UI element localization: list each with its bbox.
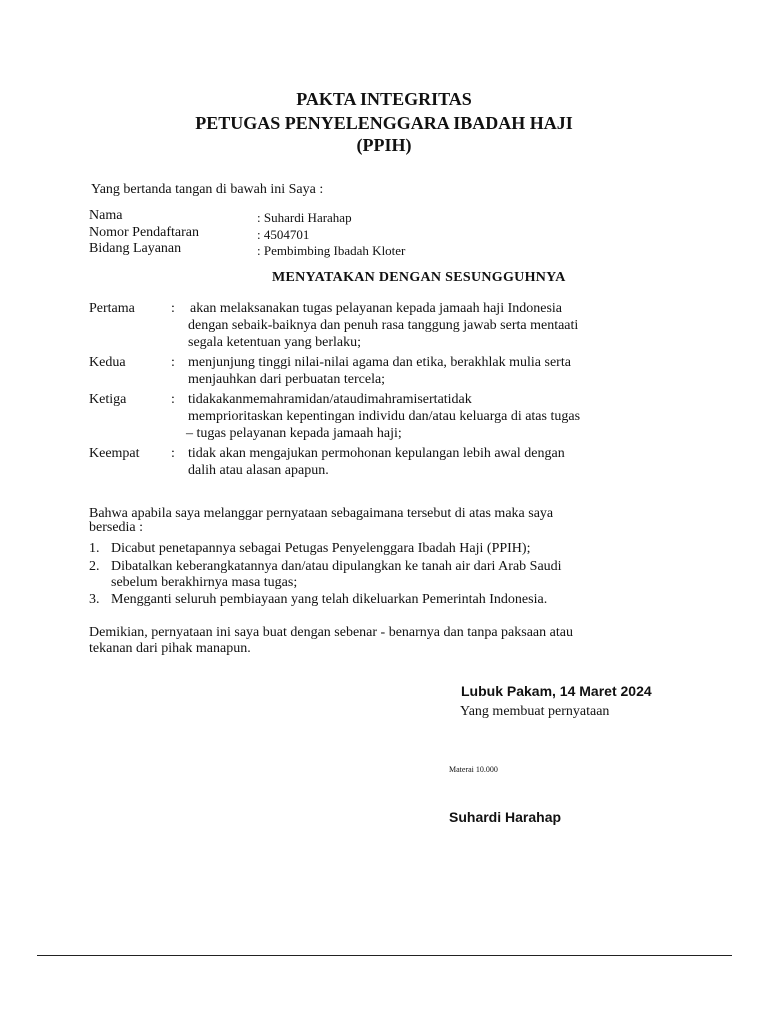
consequence-line: Dibatalkan keberangkatannya dan/atau dipulangkan ke tanah air dari Arab Saudi: [111, 559, 562, 574]
consequence-intro-line-1: Bahwa apabila saya melanggar pernyataan sebagaimana tersebut di atas maka saya: [89, 506, 554, 521]
closing-line-1: Demikian, pernyataan ini saya buat dengan sebenar - benarnya dan tanpa paksaan atau: [89, 625, 573, 640]
consequence-line: Mengganti seluruh pembiayaan yang telah dikeluarkan Pemerintah Indonesia.: [111, 592, 548, 607]
identity-label-registration: Nomor Pendaftaran: [89, 225, 200, 240]
statement-line: dalih atau alasan apapun.: [188, 463, 329, 478]
statement-label-keempat: Keempat: [89, 446, 140, 461]
identity-value-registration: : 4504701: [257, 227, 310, 242]
signature-place-date: Lubuk Pakam, 14 Maret 2024: [461, 683, 652, 699]
statement-line: memprioritaskan kepentingan individu dan/atau keluarga di atas tugas: [188, 409, 581, 424]
identity-label-service: Bidang Layanan: [89, 241, 182, 256]
closing-line-2: tekanan dari pihak manapun.: [89, 641, 251, 656]
statement-line: – tugas pelayanan kepada jamaah haji;: [186, 426, 402, 441]
statement-line: tidak akan mengajukan permohonan kepulangan lebih awal dengan: [188, 446, 565, 461]
identity-label-name: Nama: [89, 208, 123, 223]
document-title-line-1: PAKTA INTEGRITAS: [296, 89, 472, 109]
identity-value-service: : Pembimbing Ibadah Kloter: [257, 243, 406, 258]
statement-line: dengan sebaik-baiknya dan penuh rasa tanggung jawab serta mentaati: [188, 318, 579, 333]
statement-line: akan melaksanakan tugas pelayanan kepada jamaah haji Indonesia: [183, 301, 563, 316]
consequence-line: sebelum berakhirnya masa tugas;: [111, 575, 298, 590]
declaration-heading: MENYATAKAN DENGAN SESUNGGUHNYA: [272, 270, 566, 285]
statement-label-kedua: Kedua: [89, 355, 126, 370]
statement-label-pertama: Pertama: [89, 301, 135, 316]
statement-line: segala ketentuan yang berlaku;: [188, 335, 361, 350]
statement-line: menjauhkan dari perbuatan tercela;: [188, 372, 386, 387]
consequence-number: 1.: [89, 541, 100, 556]
document-title-line-3: (PPIH): [356, 135, 412, 155]
consequence-number: 2.: [89, 559, 100, 574]
statement-colon: :: [171, 446, 175, 461]
signatory-name: Suhardi Harahap: [449, 809, 562, 825]
statement-line: menjunjung tinggi nilai-nilai agama dan etika, berakhlak mulia serta: [188, 355, 571, 370]
page-bottom-divider: [37, 955, 732, 956]
statement-colon: :: [171, 392, 175, 407]
statement-colon: :: [171, 355, 175, 370]
statement-colon: :: [171, 301, 175, 316]
stamp-duty-label: Materai 10.000: [449, 765, 498, 774]
consequence-intro-line-2: bersedia :: [89, 520, 144, 535]
consequence-number: 3.: [89, 592, 100, 607]
statement-label-ketiga: Ketiga: [89, 392, 127, 407]
intro-text: Yang bertanda tangan di bawah ini Saya :: [91, 182, 324, 197]
signature-role: Yang membuat pernyataan: [460, 704, 610, 719]
statement-line: tidakakanmemahramidan/ataudimahramisertatidak: [188, 392, 472, 407]
document-title-line-2: PETUGAS PENYELENGGARA IBADAH HAJI: [195, 113, 573, 133]
consequence-line: Dicabut penetapannya sebagai Petugas Penyelenggara Ibadah Haji (PPIH);: [111, 541, 531, 556]
identity-value-name: : Suhardi Harahap: [257, 210, 352, 225]
